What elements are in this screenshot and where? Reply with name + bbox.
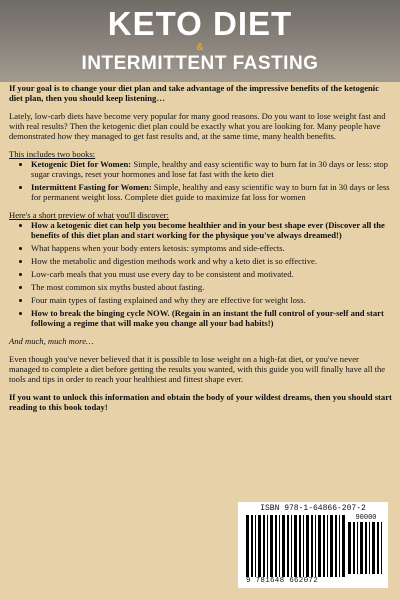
list-item: [31, 159, 392, 179]
barcode-bar: [294, 515, 297, 577]
barcode-bar: [342, 515, 345, 577]
books-list: [9, 159, 392, 202]
barcode-bar: [339, 515, 340, 577]
intro-paragraph: Lately, low-carb diets have become very popular for many good reasons. Do you want to lose weight fast and with real results? Then the ketogenic diet plan could be exactly what you are looking for. Many people have demonstrated how they managed to get fast results and, at the same time, many health benefits.: [9, 111, 386, 141]
and-more: And much, much more…: [9, 336, 94, 346]
price-code: 90000: [355, 514, 377, 522]
barcode-bar: [255, 515, 256, 577]
barcode-bar: [299, 515, 301, 577]
barcode-bar: [323, 515, 325, 577]
barcode-bar: [372, 522, 375, 574]
list-item: • The most common six myths busted about fasting.: [31, 282, 392, 292]
barcode-bar: [279, 515, 280, 577]
barcode-bar: [311, 515, 313, 577]
book-subtitle: INTERMITTENT FASTING: [81, 53, 319, 74]
barcode-bar: [381, 522, 382, 574]
barcode-bar: [315, 515, 316, 577]
barcode-bar: [335, 515, 337, 577]
list-item: [31, 182, 392, 202]
book-name: Ketogenic Diet for Women:: [31, 159, 132, 169]
barcode-bar: [287, 515, 289, 577]
barcode-bar: [270, 515, 273, 577]
barcode-bar: [353, 522, 355, 574]
barcode-bar: [263, 515, 265, 577]
barcode-bar: [357, 522, 358, 574]
book-desc: Simple, healthy and easy scientific way to burn fat in 30 days or less for permanent weight loss. Complete diet guide to maximize fat loss for women: [31, 182, 390, 202]
back-cover-text: [9, 83, 392, 420]
preview-heading: Here's a short preview of what you'll discover:: [9, 210, 169, 220]
barcode-bar: [330, 515, 333, 577]
isbn-label: ISBN 978-1-64866-207-2: [260, 504, 366, 513]
closing-paragraph: Even though you've never believed that it is possible to lose weight on a high-fat diet, or you've never managed to complete a diet before getting the results you wanted, with this guide you will finally have all the tools and tips in order to reach your healthiest and fittest shape ever.: [9, 354, 386, 384]
list-item: • How the metabolic and digestion methods work and why a keto diet is so effective.: [31, 256, 392, 266]
barcode-bar: [327, 515, 328, 577]
barcode-bar: [251, 515, 253, 577]
books-heading: This includes two books:: [9, 149, 96, 159]
book-title: KETO DIET: [107, 5, 293, 42]
barcode-bar: [282, 515, 285, 577]
ean-barcode-bars: [246, 515, 346, 577]
cover-header: [0, 0, 400, 82]
barcode-bar: [318, 515, 321, 577]
barcode-bar: [267, 515, 268, 577]
barcode-bar: [258, 515, 261, 577]
barcode-bar: [348, 522, 351, 574]
barcode: [238, 502, 388, 588]
list-item: • How to break the binging cycle NOW. (Regain in an instant the full control of your-self and start following a regime that will make you change all your bad habits!): [31, 308, 392, 328]
title-ampersand: &: [196, 42, 204, 53]
barcode-bar: [377, 522, 379, 574]
barcode-bar: [360, 522, 363, 574]
barcode-bar: [246, 515, 249, 577]
list-item: • What happens when your body enters ketosis: symptoms and side-effects.: [31, 243, 392, 253]
list-item: • Low-carb meals that you must use every day to be consistent and motivated.: [31, 269, 392, 279]
barcode-bar: [303, 515, 304, 577]
ean-number: 9 781648 662072: [246, 577, 319, 585]
barcode-bar: [291, 515, 292, 577]
closing-bold: If you want to unlock this information and obtain the body of your wildest dreams, then you should start reading to this book today!: [9, 392, 392, 412]
preview-list: [9, 220, 392, 328]
list-item: • Four main types of fasting explained and why they are effective for weight loss.: [31, 295, 392, 305]
barcode-bar: [365, 522, 367, 574]
barcode-bar: [275, 515, 277, 577]
book-name: Intermittent Fasting for Women:: [31, 182, 152, 192]
barcode-bar: [369, 522, 370, 574]
barcode-bar: [306, 515, 309, 577]
book-desc: Simple, healthy and easy scientific way to burn fat in 30 days or less: stop sugar cravings, reset your hormones and lose fat fast with the keto diet: [31, 159, 388, 179]
intro-bold: If your goal is to change your diet plan and take advantage of the impressive benefits of the ketogenic diet plan, then you should keep listening…: [9, 83, 380, 103]
list-item: • How a ketogenic diet can help you become healthier and in your best shape ever (Discover all the benefits of this diet plan and start working for the physique you've always dreamed!): [31, 220, 392, 240]
addon-barcode-bars: [348, 522, 384, 574]
